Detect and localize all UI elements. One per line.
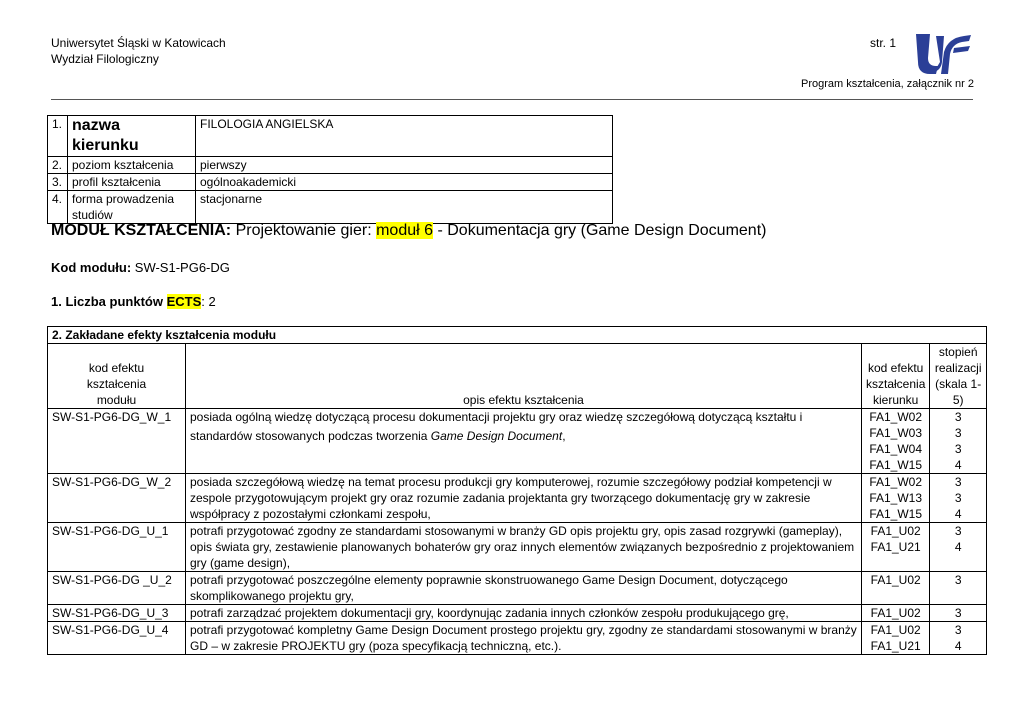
outcome-levels (930, 474, 987, 523)
university-name: Uniwersytet Śląski w Katowicach (51, 36, 226, 50)
info-label: forma prowadzenia studiów (68, 191, 196, 224)
info-value: ogólnoakademicki (196, 174, 613, 191)
module-title (51, 220, 766, 242)
outcome-code: SW-S1-PG6-DG_W_2 (48, 474, 186, 523)
field-code: FA1_W03 (869, 426, 923, 440)
level-value: 3 (954, 491, 962, 505)
info-label: poziom kształcenia (68, 157, 196, 174)
outcome-desc (186, 409, 862, 474)
outcome-desc-italic: Game Design Document (430, 429, 563, 443)
level-value: 3 (954, 410, 962, 424)
info-num: 4. (48, 191, 68, 224)
info-label: profil kształcenia (68, 174, 196, 191)
field-code: FA1_U21 (870, 639, 921, 653)
outcome-row (48, 605, 987, 622)
module-title-b: - Dokumentacja gry (Game Design Document) (433, 222, 767, 239)
outcome-row (48, 409, 987, 474)
level-value: 3 (954, 606, 962, 620)
outcome-row (48, 622, 987, 655)
col-header-field: kod efektu kształcenia kierunku (862, 344, 930, 409)
outcome-fields (862, 474, 930, 523)
level-value: 3 (954, 623, 962, 637)
info-row (48, 174, 613, 191)
level-value: 3 (954, 475, 962, 489)
level-value: 4 (954, 507, 962, 521)
outcome-levels (930, 572, 987, 605)
program-info-table (47, 115, 613, 224)
learning-outcomes-table (47, 326, 987, 655)
col-header-level: stopień realizacji (skala 1-5) (930, 344, 987, 409)
col-header-code: kod efektu kształcenia modułu (48, 344, 186, 409)
info-label: nazwa kierunku (68, 116, 196, 157)
info-value: pierwszy (196, 157, 613, 174)
program-note: Program kształcenia, załącznik nr 2 (801, 78, 975, 90)
info-num: 1. (48, 116, 68, 157)
outcome-levels (930, 409, 987, 474)
outcome-fields (862, 572, 930, 605)
field-code: FA1_U02 (870, 606, 921, 620)
outcome-code: SW-S1-PG6-DG_U_1 (48, 523, 186, 572)
outcome-row (48, 523, 987, 572)
module-title-a: Projektowanie gier: (231, 222, 377, 239)
outcome-row (48, 572, 987, 605)
faculty-name: Wydział Filologiczny (51, 52, 159, 66)
outcome-levels (930, 605, 987, 622)
level-value: 4 (954, 639, 962, 653)
field-code: FA1_W15 (869, 458, 923, 472)
info-row (48, 116, 613, 157)
module-code-value: SW-S1-PG6-DG (131, 260, 230, 275)
outcome-desc-line1: posiada ogólną wiedzę dotyczącą procesu dokumentacji projektu gry oraz wiedzę szczegółową dotyczącą kształtu i (190, 410, 803, 424)
ects-label: 1. Liczba punktów (51, 294, 167, 309)
level-value: 4 (954, 540, 962, 554)
info-row (48, 157, 613, 174)
field-code: FA1_W02 (869, 410, 923, 424)
info-num: 2. (48, 157, 68, 174)
outcome-levels (930, 622, 987, 655)
ects-points (51, 294, 216, 309)
module-code-label: Kod modułu: (51, 260, 132, 275)
info-num: 3. (48, 174, 68, 191)
outcomes-section-title: 2. Zakładane efekty kształcenia modułu (48, 327, 987, 344)
header-rule (51, 99, 973, 100)
ects-highlight: ECTS (166, 294, 202, 309)
module-number: moduł 6 (376, 222, 434, 239)
field-code: FA1_U02 (870, 623, 921, 637)
university-logo (914, 32, 972, 76)
level-value: 4 (954, 458, 962, 472)
level-value: 3 (954, 524, 962, 538)
field-code: FA1_W13 (869, 491, 923, 505)
outcome-code: SW-S1-PG6-DG_W_1 (48, 409, 186, 474)
outcome-fields (862, 523, 930, 572)
field-code: FA1_W04 (869, 442, 923, 456)
level-value: 3 (954, 573, 962, 587)
outcome-desc: posiada szczegółową wiedzę na temat procesu produkcji gry komputerowej, rozumie szczegółowy podział kompetencji w zespole przygotowującym projekt gry oraz rozumie zadania projektanta gry tworzącego dokumentację gry w zakresie współpracy z pozostałymi członkami zespołu, (186, 474, 862, 523)
outcome-desc: potrafi przygotować kompletny Game Design Document prostego projektu gry, zgodny ze standardami stosowanymi w branży GD – w zakresie PROJEKTU gry (poza specyfikacją techniczną, etc.). (186, 622, 862, 655)
outcome-row (48, 474, 987, 523)
info-value: FILOLOGIA ANGIELSKA (196, 116, 613, 157)
field-code: FA1_U02 (870, 573, 921, 587)
outcome-desc: potrafi przygotować zgodny ze standardami stosowanymi w branży GD opis projektu gry, opis zasad rozgrywki (gameplay), opis świata gry, zestawienie planowanych bohaterów gry oraz innych elementów związanych bezpośrednio z projektowaniem gry (game design), (186, 523, 862, 572)
page-number: str. 1 (870, 36, 897, 50)
ects-value: : 2 (201, 294, 216, 309)
outcome-desc: potrafi przygotować poszczególne elementy poprawnie skonstruowanego Game Design Document, dotyczącego skomplikowanego projektu gry, (186, 572, 862, 605)
outcome-fields (862, 409, 930, 474)
field-code: FA1_U21 (870, 540, 921, 554)
outcome-levels (930, 523, 987, 572)
level-value: 3 (954, 426, 962, 440)
outcome-fields (862, 605, 930, 622)
field-code: FA1_W02 (869, 475, 923, 489)
outcome-desc: potrafi zarządzać projektem dokumentacji gry, koordynując zadania innych członków zespołu produkującego grę, (186, 605, 862, 622)
field-code: FA1_W15 (869, 507, 923, 521)
outcome-code: SW-S1-PG6-DG_U_3 (48, 605, 186, 622)
module-code (51, 260, 230, 275)
field-code: FA1_U02 (870, 524, 921, 538)
module-prefix: MODUŁ KSZTAŁCENIA: (51, 222, 232, 239)
outcome-fields (862, 622, 930, 655)
outcome-desc-line2: standardów stosowanych podczas tworzenia (190, 429, 431, 443)
outcome-code: SW-S1-PG6-DG _U_2 (48, 572, 186, 605)
outcome-code: SW-S1-PG6-DG_U_4 (48, 622, 186, 655)
info-value: stacjonarne (196, 191, 613, 224)
col-header-desc: opis efektu kształcenia (186, 344, 862, 409)
outcome-desc-end: , (562, 429, 566, 443)
level-value: 3 (954, 442, 962, 456)
info-row (48, 191, 613, 224)
